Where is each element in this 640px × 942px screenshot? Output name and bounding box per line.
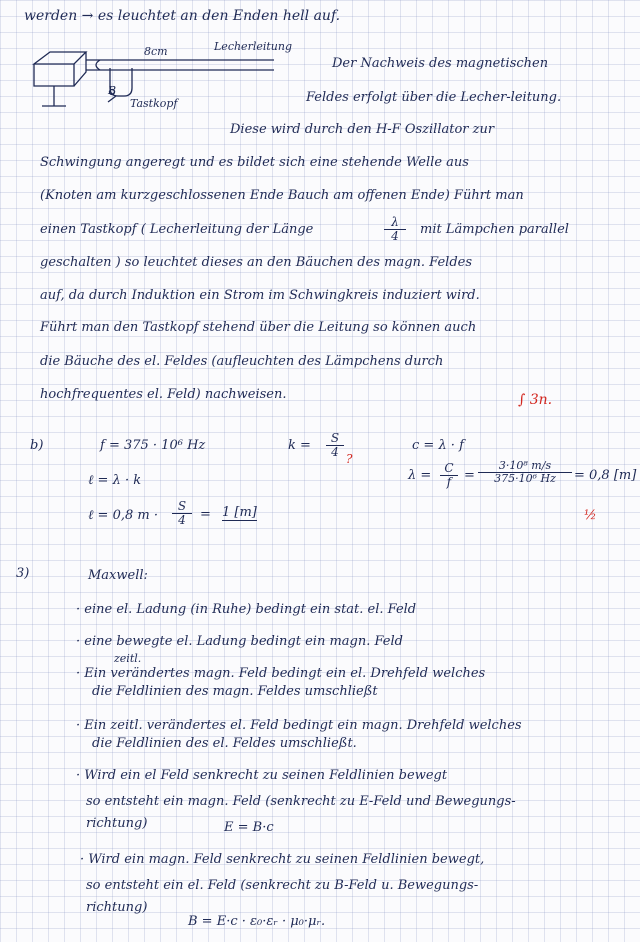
maxwell-item-3-zeitl: zeitl. (114, 652, 142, 665)
line-p7: geschalten ) so leuchtet dieses an den Bäuchen des magn. Feldes (40, 255, 473, 270)
maxwell-item-6b: so entsteht ein el. Feld (senkrecht zu B-Feld u. Bewegungs- (86, 878, 479, 893)
maxwell-item-5a: · Wird ein el Feld senkrecht zu seinen Feldlinien bewegt (76, 768, 448, 783)
b-c-eq: c = λ · f (412, 438, 464, 453)
b-lambda-eq: λ = (408, 468, 432, 483)
sketch-label-8cm: 8cm (144, 45, 168, 58)
maxwell-title: Maxwell: (88, 568, 148, 583)
line-p5: (Knoten am kurzgeschlossenen Ende Bauch am offenen Ende) Führt man (40, 188, 524, 203)
maxwell-item-5b: so entsteht ein magn. Feld (senkrecht zu E-Feld und Bewegungs- (86, 794, 516, 809)
grade-mark-2: ½ (584, 508, 597, 523)
b-label: b) (30, 438, 44, 453)
sketch-label-b: B (108, 84, 117, 97)
maxwell-item-1: · eine el. Ladung (in Ruhe) bedingt ein stat. el. Feld (76, 602, 417, 617)
line-p10: die Bäuche des el. Feldes (aufleuchten des Lämpchens durch (40, 354, 444, 369)
line-p9: Führt man den Tastkopf stehend über die Leitung so können auch (40, 320, 477, 335)
b-length-eq: ℓ = λ · k (88, 473, 142, 488)
line-p11: hochfrequentes el. Feld) nachweisen. (40, 387, 287, 402)
maxwell-item-4b: die Feldlinien des el. Feldes umschließt. (92, 736, 357, 751)
line-p2: Feldes erfolgt über die Lecher-leitung. (306, 90, 562, 105)
line-p1: Der Nachweis des magnetischen (332, 56, 549, 71)
b-length-calc: ℓ = 0,8 m · (88, 508, 158, 523)
b-result: = 0,8 [m] (574, 468, 637, 483)
maxwell-item-3b: die Feldlinien des magn. Feldes umschließt (92, 684, 378, 699)
line-p6a: einen Tastkopf ( Lecherleitung der Länge (40, 222, 314, 237)
maxwell-item-5-eq: E = B·c (224, 820, 274, 835)
line-p3: Diese wird durch den H-F Oszillator zur (230, 122, 495, 137)
b-length-result: 1 [m] (222, 505, 257, 520)
maxwell-item-5c: richtung) (86, 816, 148, 831)
b-length-equals: = (200, 507, 211, 522)
maxwell-item-2: · eine bewegte el. Ladung bedingt ein magn. Feld (76, 634, 403, 649)
b-k-eq: k = (288, 438, 311, 453)
fraction-s-over-4b: $\frac{S}{4}$ (172, 500, 192, 528)
maxwell-item-6c: richtung) (86, 900, 148, 915)
fraction-c-over-f: $\frac{C}{f}$ (440, 462, 458, 490)
b-frequency: f = 375 · 10⁶ Hz (100, 438, 206, 453)
sketch-label-lecher: Lecherleitung (214, 40, 293, 53)
grade-mark-1: ∫ 3n. (518, 392, 553, 408)
b-equals: = (464, 468, 475, 483)
fraction-lambda-over-4: $\frac{\lambda}{4}$ (384, 216, 406, 244)
line-p6b: mit Lämpchen parallel (420, 222, 569, 237)
maxwell-item-6-eq: B = E·c · ε₀·εᵣ · μ₀·μᵣ. (188, 914, 326, 929)
line-p4: Schwingung angeregt und es bildet sich eine stehende Welle aus (40, 155, 469, 170)
line-p8: auf, da durch Induktion ein Strom im Schwingkreis induziert wird. (40, 288, 480, 303)
fraction-calc: $\frac{\text{3·10⁸ m/s}}{\text{375·10⁶ Hz}}$ (478, 460, 572, 486)
fraction-s-over-4: $\frac{S}{4}$ (326, 432, 344, 460)
maxwell-number: 3) (16, 566, 30, 581)
maxwell-item-4a: · Ein zeitl. verändertes el. Feld bedingt ein magn. Drehfeld welches (76, 718, 522, 733)
maxwell-item-3a: · Ein verändertes magn. Feld bedingt ein el. Drehfeld welches (76, 666, 486, 681)
line-1: werden → es leuchtet an den Enden hell auf. (24, 8, 341, 24)
maxwell-item-6a: · Wird ein magn. Feld senkrecht zu seinen Feldlinien bewegt, (80, 852, 485, 867)
sketch-label-tastkopf: Tastkopf (130, 97, 178, 110)
b-question-mark: ? (346, 452, 353, 466)
